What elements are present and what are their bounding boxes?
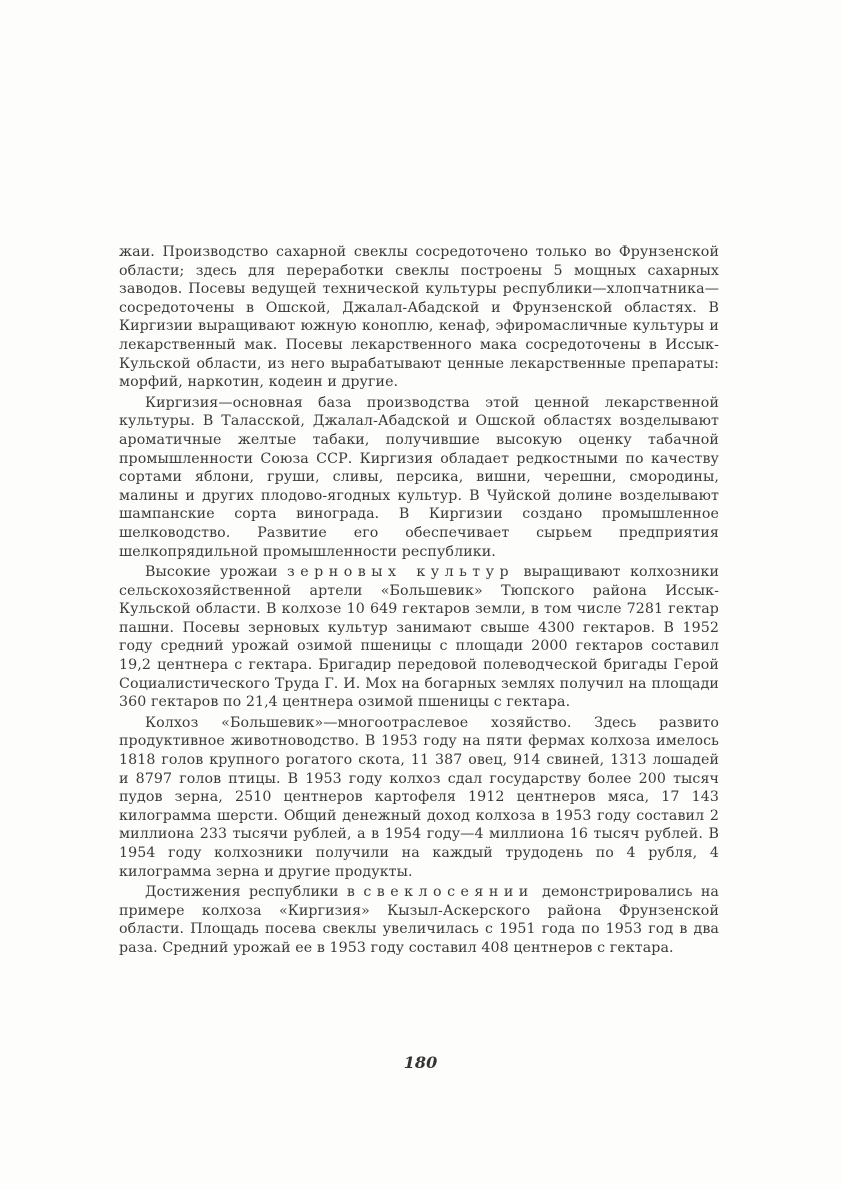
- paragraph: [119, 714, 719, 881]
- paragraph-text: Киргизия—основная база производства этой ценной лекарственной культуры. В Таласской, Джалал-Абадской и Ошской областях возделывают ароматичные желтые табаки, получившие высокую оценку табачной промышленности Союза ССР. Киргизия обладает редкостными по качеству сортами яблони, груши, сливы, персика, вишни, черешни, смородины, малины и других плодово-ягодных культур. В Чуйской долине возделывают шампанские сорта винограда. В Киргизии создано промышленное шелководство. Развитие его обеспечивает сырьем предприятия шелкопрядильной промышленности республики.: [119, 394, 719, 560]
- paragraph: [119, 394, 719, 561]
- spaced-emphasis-text: свеклосеянии: [363, 884, 534, 901]
- page-number: 180: [403, 1053, 438, 1072]
- spaced-emphasis-text: зерновых культур: [287, 564, 515, 581]
- paragraph: [119, 883, 719, 957]
- paragraph: [119, 563, 719, 712]
- paragraph-text: демонстрировались на примере колхоза «Киргизия» Кызыл-Аскерского района Фрунзенской области. Площадь посева свеклы увеличилась с 1951 года по 1953 год в два раза. Средний урожай ее в 1953 году составил 408 центнеров с гектара.: [119, 884, 719, 956]
- paragraph-text: Колхоз «Большевик»—многоотраслевое хозяйство. Здесь развито продуктивное животноводство. В 1953 году на пяти фермах колхоза имелось 1818 голов крупного рогатого скота, 11 387 овец, 914 свиней, 1313 лошадей и 8797 голов птицы. В 1953 году колхоз сдал государству более 200 тысяч пудов зерна, 2510 центнеров картофеля 1912 центнеров мяса, 17 143 килограмма шерсти. Общий денежный доход колхоза в 1953 году составил 2 миллиона 233 тысячи рублей, а в 1954 году—4 миллиона 16 тысяч рублей. В 1954 году колхозники получили на каждый трудодень по 4 рубля, 4 килограмма зерна и другие продукты.: [119, 714, 719, 880]
- paragraph-text: жаи. Производство сахарной свеклы сосредоточено только во Фрунзенской области; здесь для переработки свеклы построены 5 мощных сахарных заводов. Посевы ведущей технической культуры республики—хлопчатника—сосредоточены в Ошской, Джалал-Абадской и Фрунзенской областях. В Киргизии выращивают южную коноплю, кенаф, эфиромасличные культуры и лекарственный мак. Посевы лекарственного мака сосредоточены в Иссык-Кульской области, из него вырабатывают ценные лекарственные препараты: морфий, наркотин, кодеин и другие.: [119, 244, 719, 391]
- body-text: [119, 243, 719, 958]
- paragraph: [119, 243, 719, 392]
- paragraph-text: Высокие урожаи: [145, 564, 288, 581]
- paragraph-text: Достижения республики в: [145, 884, 364, 901]
- paragraph-text: выращивают колхозники сельскохозяйственной артели «Большевик» Тюпского района Иссык-Кульской области. В колхозе 10 649 гектаров земли, в том числе 7281 гектар пашни. Посевы зерновых культур занимают свыше 4300 гектаров. В 1952 году средний урожай озимой пшеницы с площади 2000 гектаров составил 19,2 центнера с гектара. Бригадир передовой полеводческой бригады Герой Социалистического Труда Г. И. Мох на богарных землях получил на площади 360 гектаров по 21,4 центнера озимой пшеницы с гектара.: [119, 564, 720, 711]
